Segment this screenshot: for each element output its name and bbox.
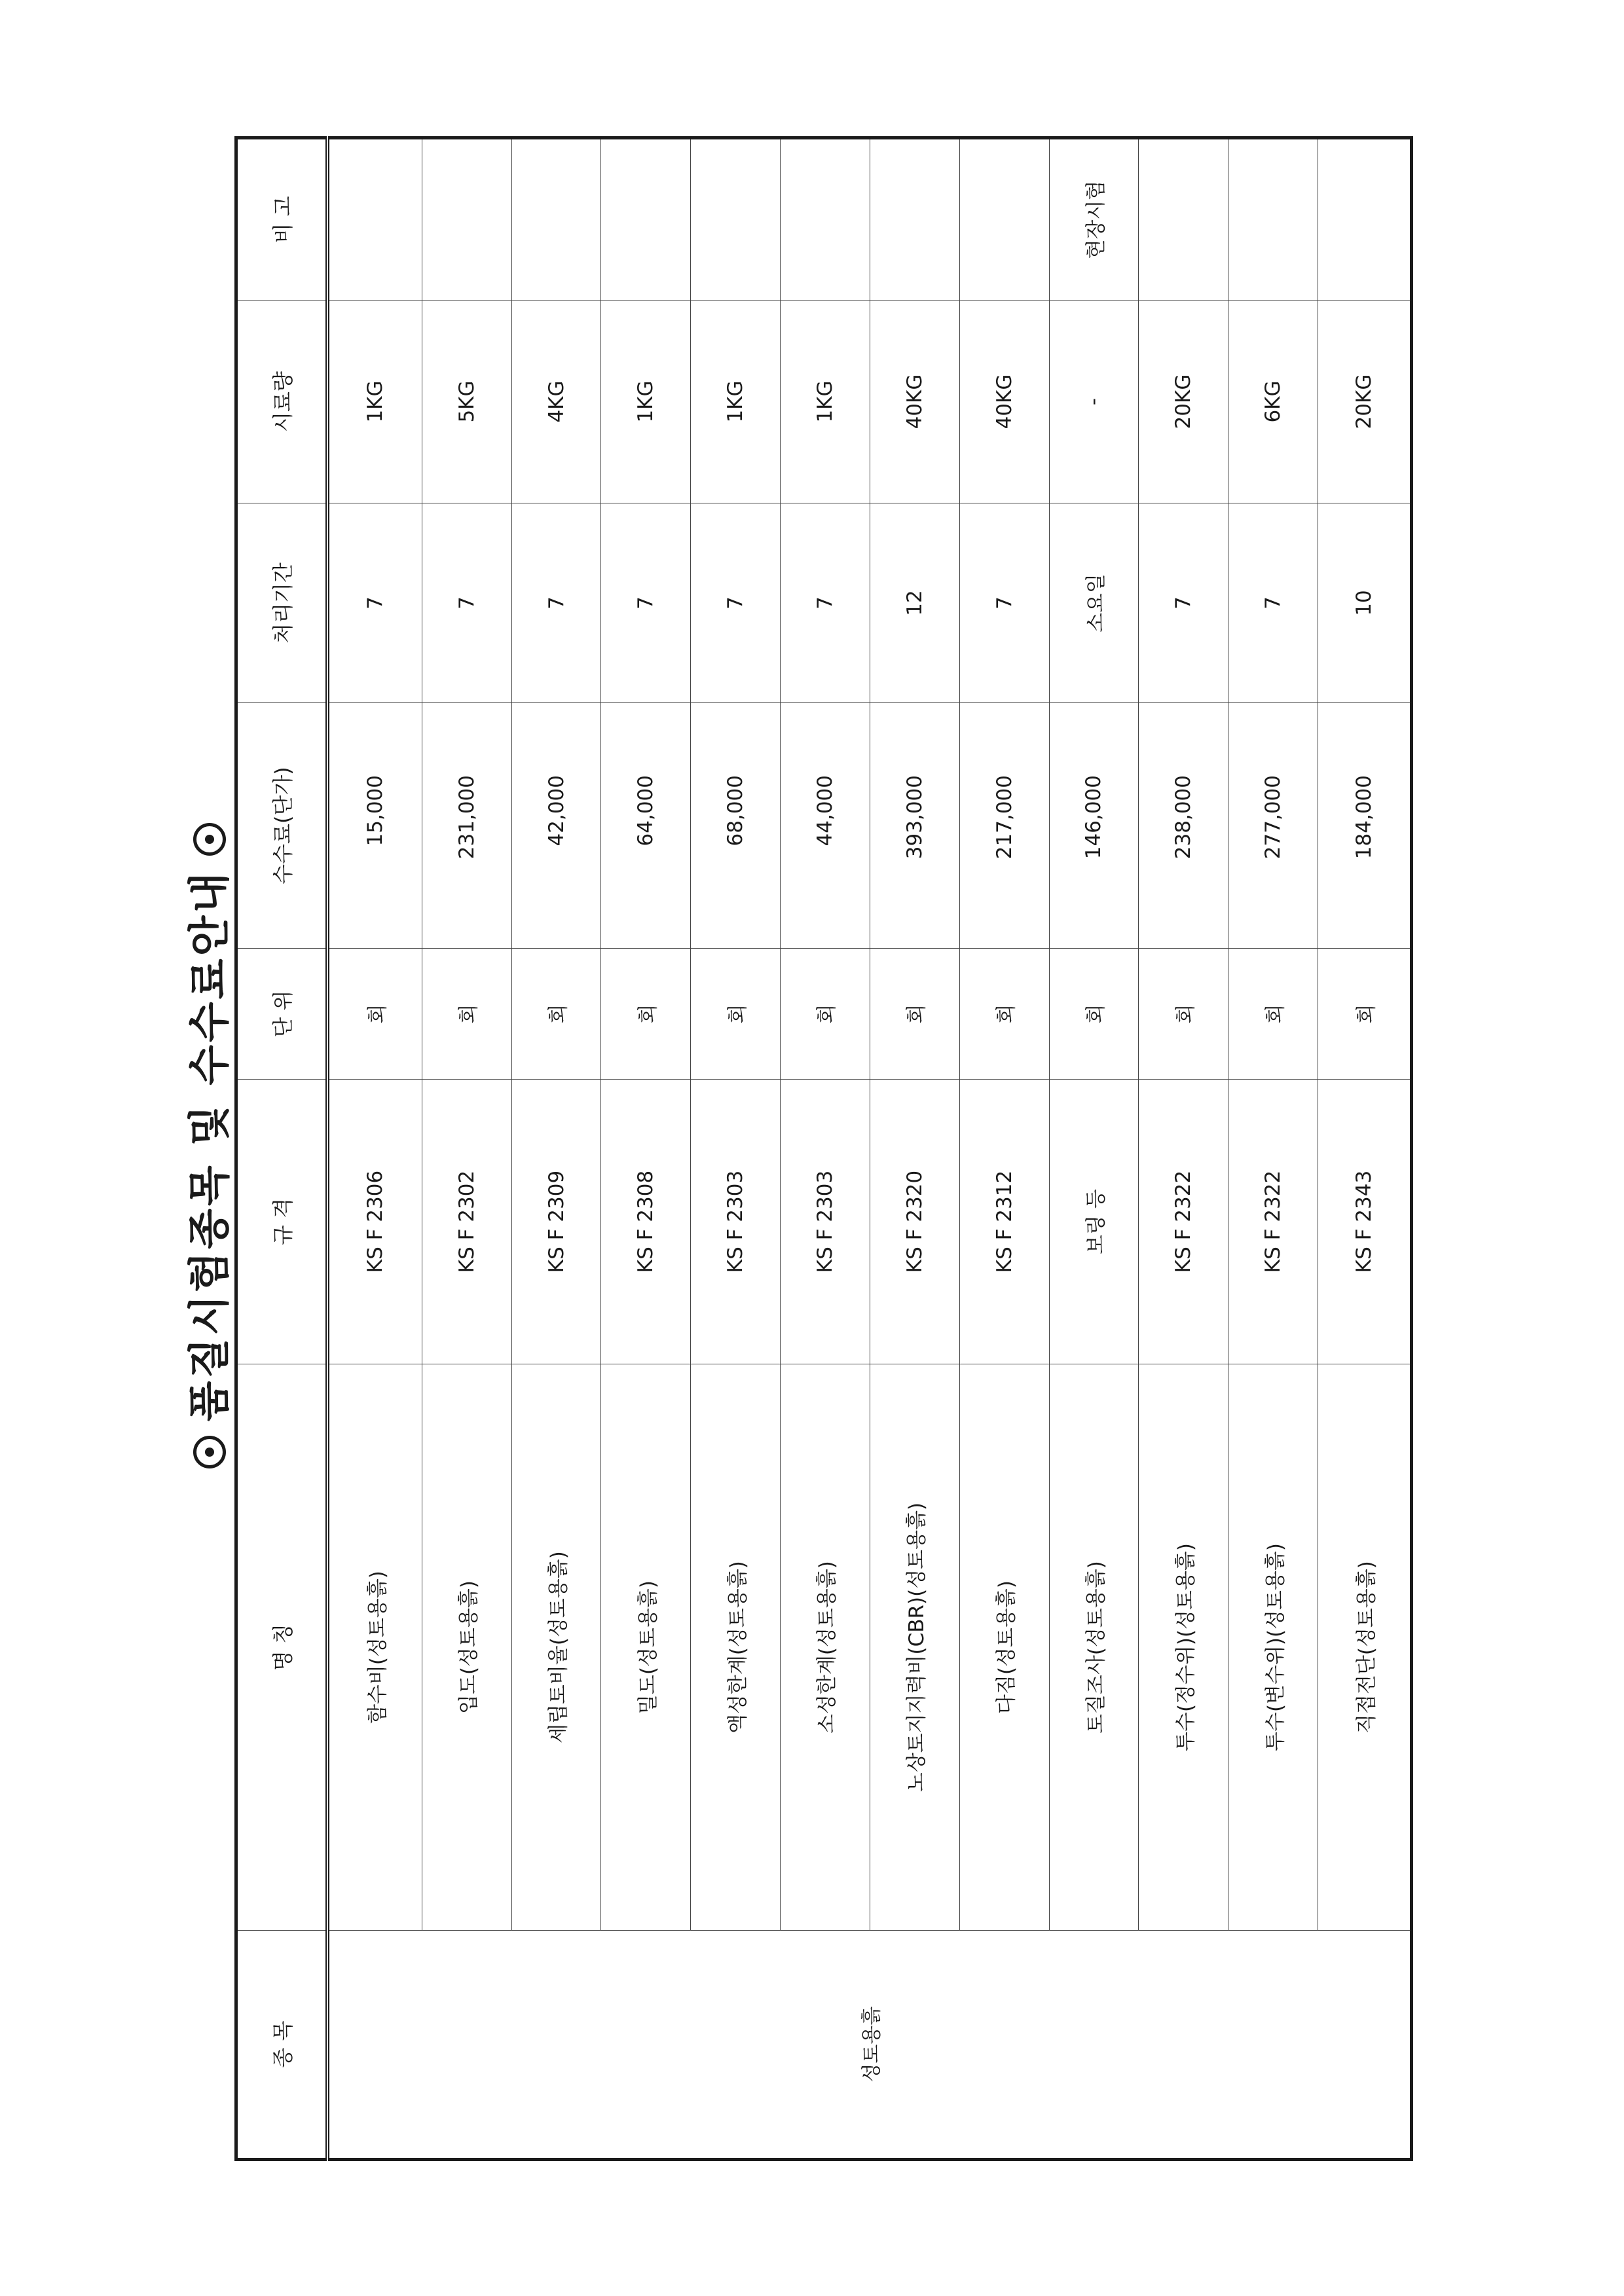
cell-fee: 44,000 (781, 703, 870, 949)
cell-spec: KS F 2302 (422, 1080, 511, 1364)
cell-period: 7 (959, 503, 1049, 703)
cell-spec: KS F 2309 (511, 1080, 601, 1364)
cell-period: 7 (511, 503, 601, 703)
cell-period: 7 (781, 503, 870, 703)
cell-spec: KS F 2306 (327, 1080, 422, 1364)
cell-unit: 회 (870, 949, 959, 1080)
fee-table (234, 136, 1413, 2161)
header-sample: 시료량 (236, 301, 328, 503)
table-row (511, 138, 601, 2160)
cell-spec: KS F 2303 (691, 1080, 781, 1364)
cell-unit: 회 (691, 949, 781, 1080)
cell-name: 함수비(성토용흙) (327, 1364, 422, 1931)
cell-fee: 68,000 (691, 703, 781, 949)
cell-note (327, 138, 422, 301)
cell-period: 7 (422, 503, 511, 703)
fee-table-frame (234, 139, 1413, 2161)
cell-sample: 20KG (1139, 301, 1228, 503)
header-period: 처리기간 (236, 503, 328, 703)
cell-sample: 40KG (959, 301, 1049, 503)
table-row (1228, 138, 1318, 2160)
cell-spec: KS F 2303 (781, 1080, 870, 1364)
cell-name: 직접전단(성토용흙) (1318, 1364, 1412, 1931)
cell-note (781, 138, 870, 301)
cell-note (601, 138, 691, 301)
cell-period: 7 (1139, 503, 1228, 703)
cell-spec: 보링 등 (1049, 1080, 1139, 1364)
cell-name: 입도(성토용흙) (422, 1364, 511, 1931)
cell-name: 액성한계(성토용흙) (691, 1364, 781, 1931)
cell-fee: 42,000 (511, 703, 601, 949)
cell-unit: 회 (1049, 949, 1139, 1080)
cell-sample: 1KG (781, 301, 870, 503)
cell-sample: 1KG (601, 301, 691, 503)
cell-unit: 회 (422, 949, 511, 1080)
cell-period: 7 (1228, 503, 1318, 703)
cell-sample: - (1049, 301, 1139, 503)
header-fee: 수수료(단가) (236, 703, 328, 949)
cell-period: 12 (870, 503, 959, 703)
bullet-circle-icon (193, 1436, 226, 1468)
cell-spec: KS F 2343 (1318, 1080, 1412, 1364)
table-row (1318, 138, 1412, 2160)
table-row (1139, 138, 1228, 2160)
table-row (959, 138, 1049, 2160)
cell-period: 7 (327, 503, 422, 703)
cell-name: 소성한계(성토용흙) (781, 1364, 870, 1931)
cell-name: 투수(변수위)(성토용흙) (1228, 1364, 1318, 1931)
cell-fee: 64,000 (601, 703, 691, 949)
cell-sample: 1KG (327, 301, 422, 503)
cell-unit: 회 (511, 949, 601, 1080)
cell-period: 소요일 (1049, 503, 1139, 703)
cell-sample: 20KG (1318, 301, 1412, 503)
table-row (422, 138, 511, 2160)
header-spec: 규 격 (236, 1080, 328, 1364)
cell-note (1228, 138, 1318, 301)
category-cell: 성토용흙 (327, 1931, 1412, 2160)
cell-spec: KS F 2322 (1228, 1080, 1318, 1364)
cell-unit: 회 (601, 949, 691, 1080)
cell-period: 7 (601, 503, 691, 703)
cell-sample: 4KG (511, 301, 601, 503)
cell-spec: KS F 2320 (870, 1080, 959, 1364)
cell-unit: 회 (1318, 949, 1412, 1080)
cell-note (422, 138, 511, 301)
header-unit: 단 위 (236, 949, 328, 1080)
cell-unit: 회 (781, 949, 870, 1080)
table-row (691, 138, 781, 2160)
cell-fee: 184,000 (1318, 703, 1412, 949)
page-title (176, 792, 236, 1499)
cell-spec: KS F 2312 (959, 1080, 1049, 1364)
cell-note (1318, 138, 1412, 301)
cell-fee: 15,000 (327, 703, 422, 949)
cell-sample: 5KG (422, 301, 511, 503)
header-category: 종 목 (236, 1931, 328, 2160)
cell-name: 다짐(성토용흙) (959, 1364, 1049, 1931)
cell-period: 7 (691, 503, 781, 703)
cell-note (959, 138, 1049, 301)
page-title-block (170, 792, 242, 1499)
cell-name: 노상토지지력비(CBR)(성토용흙) (870, 1364, 959, 1931)
table-row (327, 138, 422, 2160)
cell-unit: 회 (959, 949, 1049, 1080)
cell-sample: 6KG (1228, 301, 1318, 503)
cell-name: 토질조사(성토용흙) (1049, 1364, 1139, 1931)
header-note: 비 고 (236, 138, 328, 301)
cell-name: 밀도(성토용흙) (601, 1364, 691, 1931)
fee-table-rotator (234, 139, 1413, 2161)
cell-sample: 40KG (870, 301, 959, 503)
table-row (781, 138, 870, 2160)
cell-fee: 393,000 (870, 703, 959, 949)
table-header-row (236, 138, 328, 2160)
cell-note (511, 138, 601, 301)
cell-unit: 회 (327, 949, 422, 1080)
cell-fee: 277,000 (1228, 703, 1318, 949)
cell-note (691, 138, 781, 301)
cell-unit: 회 (1139, 949, 1228, 1080)
cell-unit: 회 (1228, 949, 1318, 1080)
cell-name: 투수(정수위)(성토용흙) (1139, 1364, 1228, 1931)
fee-table-body (327, 138, 1412, 2160)
table-row (1049, 138, 1139, 2160)
bullet-circle-icon (193, 823, 226, 856)
cell-sample: 1KG (691, 301, 781, 503)
cell-fee: 238,000 (1139, 703, 1228, 949)
cell-period: 10 (1318, 503, 1412, 703)
cell-spec: KS F 2308 (601, 1080, 691, 1364)
cell-fee: 231,000 (422, 703, 511, 949)
header-name: 명 칭 (236, 1364, 328, 1931)
cell-spec: KS F 2322 (1139, 1080, 1228, 1364)
table-row (870, 138, 959, 2160)
table-row (601, 138, 691, 2160)
cell-name: 세립토비율(성토용흙) (511, 1364, 601, 1931)
cell-note (870, 138, 959, 301)
page-title-text: 품질시험종목 및 수수료안내 (186, 869, 234, 1422)
cell-note (1139, 138, 1228, 301)
cell-fee: 146,000 (1049, 703, 1139, 949)
cell-note: 현장시험 (1049, 138, 1139, 301)
cell-fee: 217,000 (959, 703, 1049, 949)
